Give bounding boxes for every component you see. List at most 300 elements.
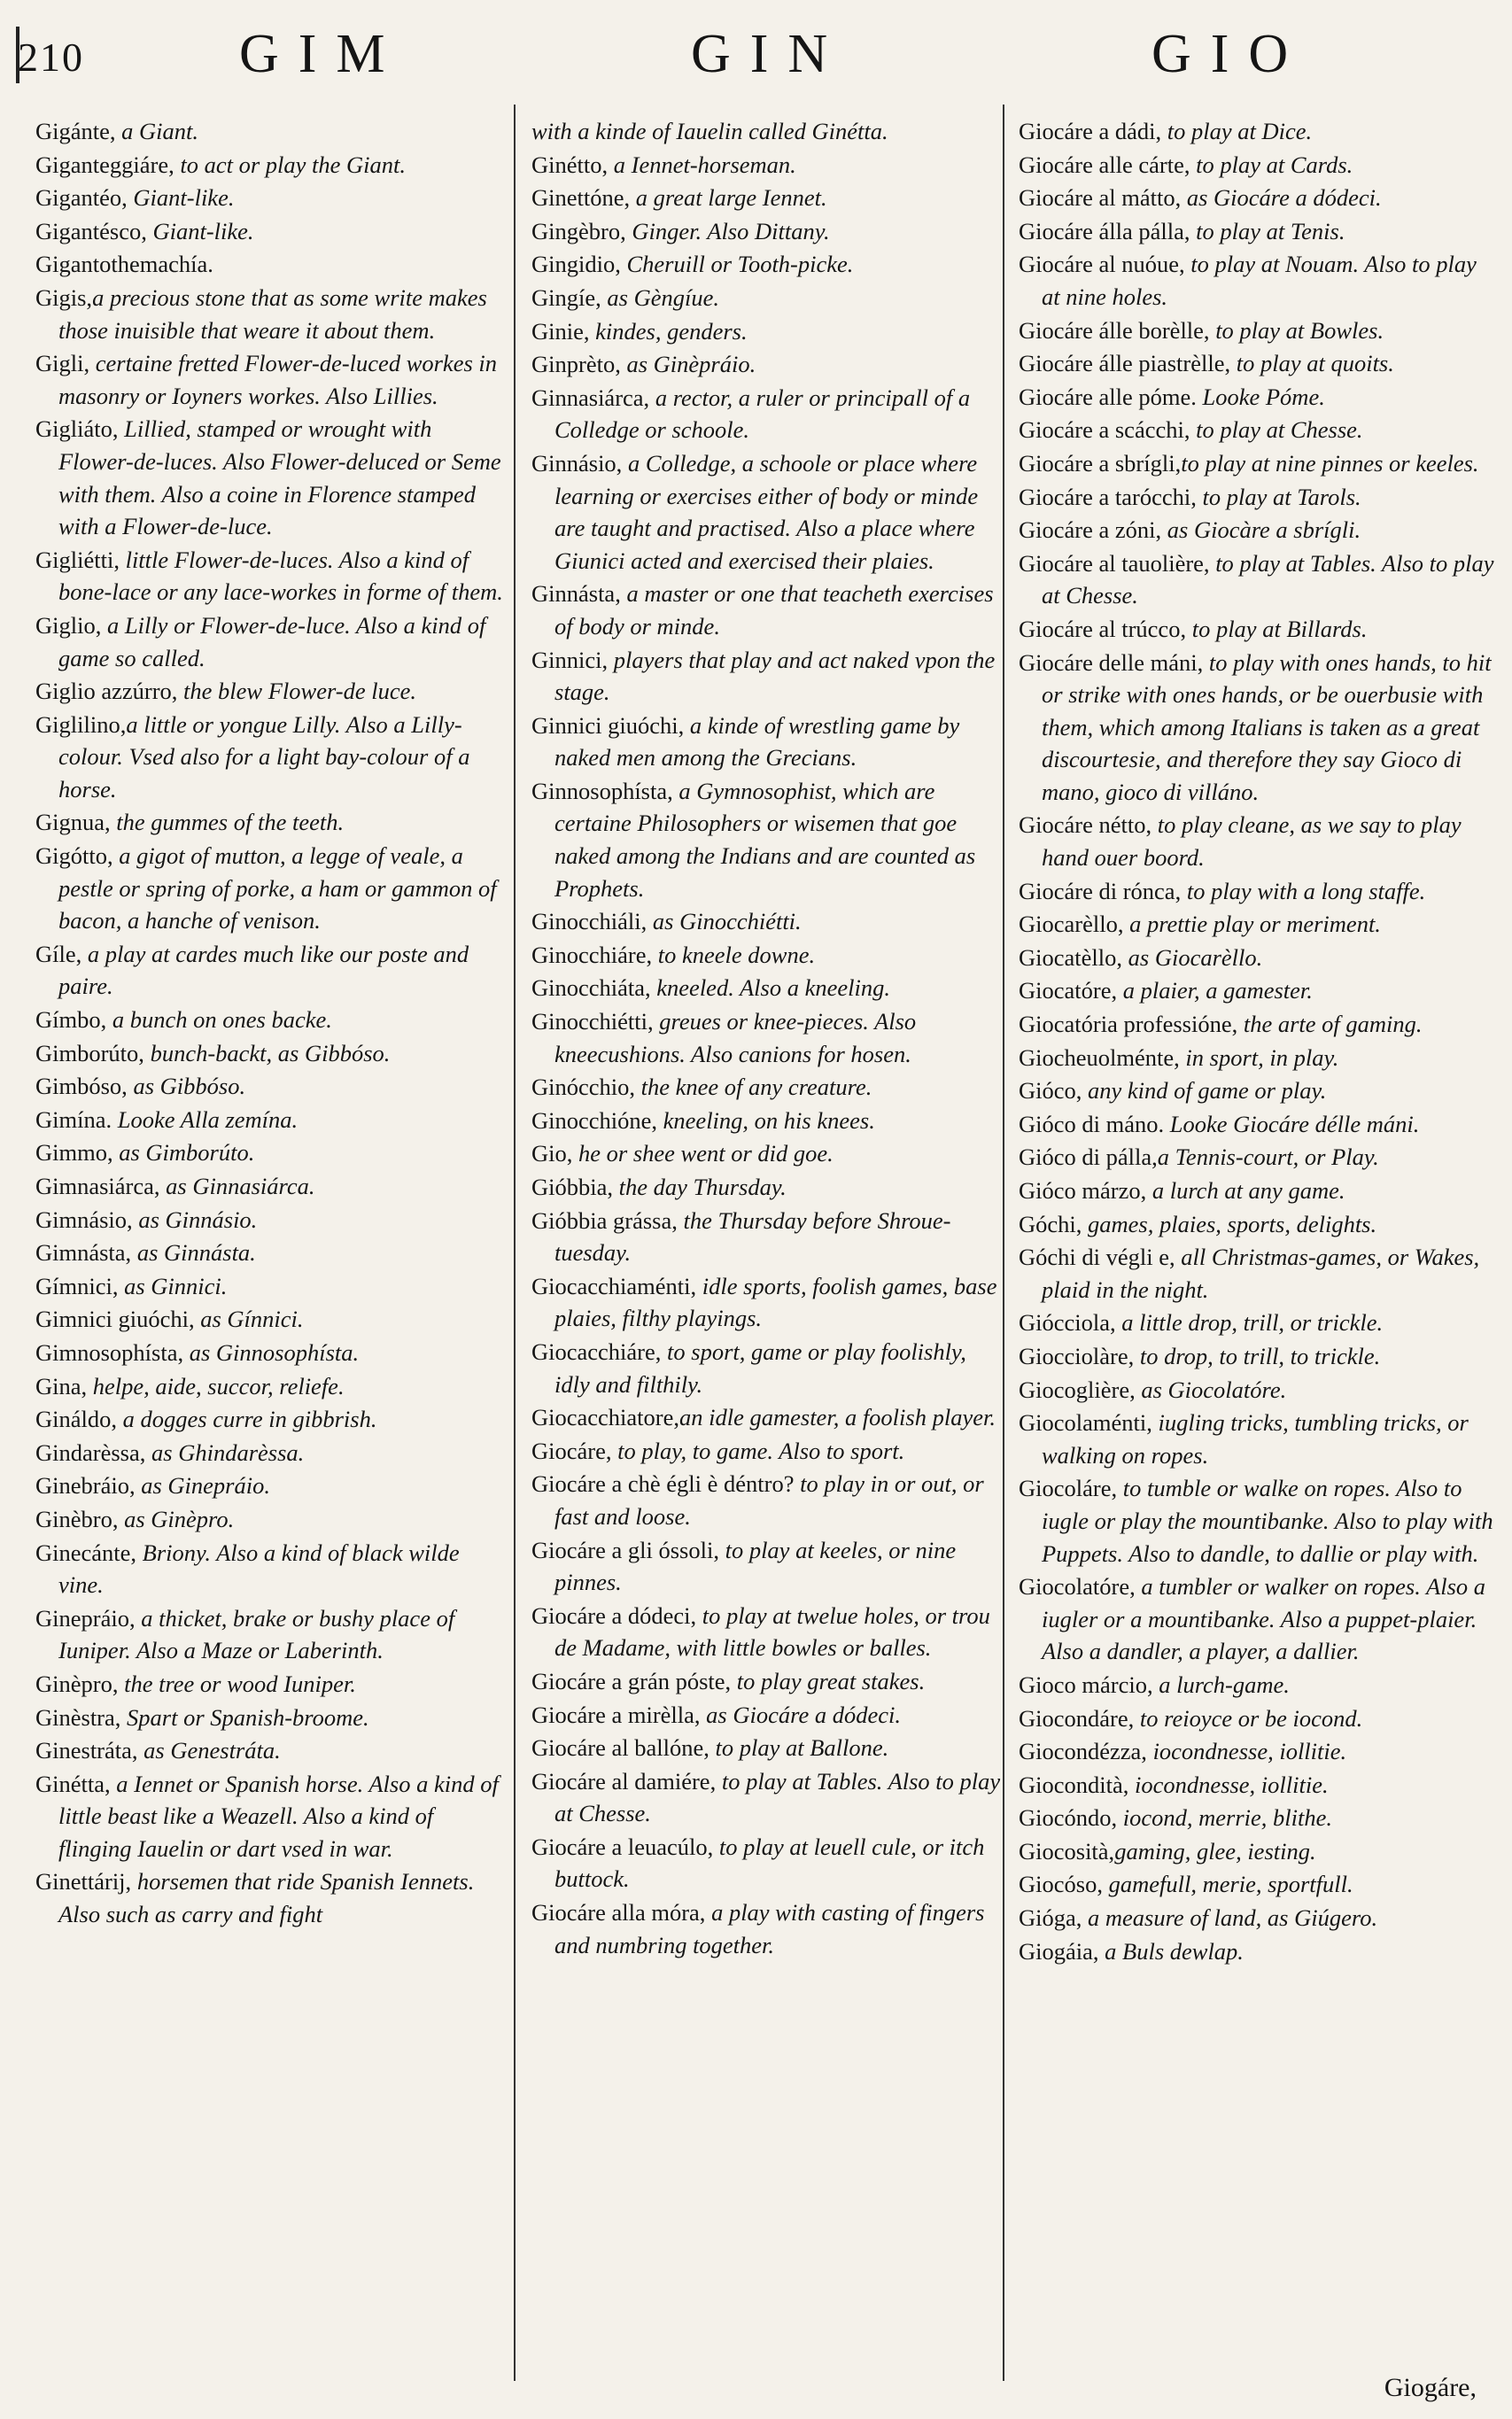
headword: Gignua, — [35, 809, 111, 836]
definition: to play at quoits. — [1230, 350, 1394, 377]
headword: Gimmo, — [35, 1139, 113, 1167]
headword: Giocóso, — [1019, 1871, 1103, 1898]
definition: to play in or out, or fast and loose. — [554, 1470, 984, 1530]
definition: the gummes of the teeth. — [110, 809, 345, 836]
definition: as Ginocchiétti. — [647, 908, 802, 935]
headword: Giocheuolménte, — [1019, 1043, 1180, 1071]
dictionary-entry — [1019, 115, 1497, 148]
headword: Gingíe, — [531, 283, 601, 311]
headword: Giglio, — [35, 611, 102, 639]
dictionary-entry — [1019, 942, 1497, 974]
dictionary-entry — [35, 1004, 509, 1036]
definition: iocondnesse, iollitie. — [1128, 1771, 1329, 1798]
headword: Gimborúto, — [35, 1039, 144, 1066]
dictionary-entry — [531, 1336, 1005, 1400]
definition: as Ginnásio. — [132, 1206, 258, 1233]
definition: to drop, to trill, to trickle. — [1134, 1342, 1381, 1369]
dictionary-entry — [35, 1104, 509, 1136]
definition: to tumble or walke on ropes. Also to iugle or play the mountibanke. Also to play with Puppets. Also to dandle, to dallie or play with. — [1042, 1475, 1493, 1567]
dictionary-entry — [1019, 1935, 1497, 1968]
headword: Giocáre a mirèlla, — [531, 1701, 701, 1728]
headword: Ginétta, — [35, 1770, 111, 1797]
definition: games, plaies, sports, delights. — [1082, 1210, 1377, 1237]
dictionary-entry — [35, 1204, 509, 1237]
headword: Giócciola, — [1019, 1309, 1116, 1337]
headword: Giocáre di rónca, — [1019, 877, 1182, 904]
definition: a tumbler or walker on ropes. Also a iugler or a mountibanke. Also a puppet-plaier. Also a dandler, a player, a dallier. — [1042, 1573, 1486, 1665]
headword: Giocáre a sbrígli, — [1019, 449, 1182, 477]
dictionary-entry — [35, 938, 509, 1003]
dictionary-entry — [531, 215, 1005, 248]
dictionary-entry — [1019, 447, 1497, 480]
headword: Giocáre delle máni, — [1019, 648, 1204, 676]
headword: Ginestráta, — [35, 1737, 138, 1764]
headword: Giocatèllo, — [1019, 943, 1122, 971]
dictionary-entry — [531, 315, 1005, 348]
headword: Ginèbro, — [35, 1505, 119, 1532]
definition: all Christmas-games, or Wakes, plaid in the night. — [1042, 1244, 1480, 1303]
headword: Ginocchiétti, — [531, 1008, 654, 1035]
dictionary-entry — [35, 1070, 509, 1103]
dictionary-entry — [35, 1337, 509, 1369]
dictionary-entry — [1019, 875, 1497, 908]
dictionary-entry — [35, 840, 509, 937]
dictionary-entry — [531, 1732, 1005, 1764]
headword: Giocáre a chè égli è déntro? — [531, 1470, 795, 1498]
headword: Ginecánte, — [35, 1539, 137, 1566]
headword: Giocacchiáre, — [531, 1337, 662, 1365]
definition: a little or yongue Lilly. Also a Lilly-colour. Vsed also for a light bay-colour of a horse. — [58, 710, 470, 802]
definition: Ginger. Also Dittany. — [625, 217, 830, 244]
headword: Gingèbro, — [531, 217, 626, 244]
headword: Giocáre alla móra, — [531, 1899, 706, 1927]
dictionary-entry — [531, 972, 1005, 1004]
headword: Gióga, — [1019, 1904, 1082, 1932]
headword: Ginétto, — [531, 151, 609, 178]
definition: bunch-backt, as Gibbóso. — [143, 1039, 391, 1066]
definition: to play at Chesse. — [1190, 416, 1363, 444]
definition: to reioyce or be iocond. — [1134, 1704, 1363, 1732]
headword: Ginnosophísta, — [531, 777, 673, 804]
dictionary-entry — [1019, 149, 1497, 182]
page-header — [0, 0, 1512, 97]
headword: Giganteggiáre, — [35, 151, 174, 178]
headword: Gimnosophísta, — [35, 1338, 184, 1366]
dictionary-entry — [1019, 1902, 1497, 1934]
headword: Giocáre álle piastrèlle, — [1019, 350, 1231, 377]
headword: Gimbóso, — [35, 1073, 128, 1100]
definition: to play at Cards. — [1190, 151, 1353, 178]
dictionary-entry — [531, 1699, 1005, 1732]
dictionary-entry — [1019, 248, 1497, 313]
dictionary-entry — [531, 1105, 1005, 1137]
definition: as Ginepráio. — [135, 1472, 270, 1500]
dictionary-entry — [1019, 1669, 1497, 1702]
dictionary-entry — [531, 1435, 1005, 1468]
headword: Gináldo, — [35, 1406, 117, 1433]
definition: as Ginnásta. — [131, 1239, 256, 1267]
headword: Giocondità, — [1019, 1771, 1129, 1798]
definition: a Lilly or Flower-de-luce. Also a kind of game so called. — [58, 611, 486, 671]
definition: to play at Ballone. — [709, 1734, 889, 1762]
definition: the blew Flower-de luce. — [177, 678, 416, 705]
dictionary-entry — [35, 1668, 509, 1701]
dictionary-entry — [35, 806, 509, 839]
definition: to play with a long staffe. — [1181, 877, 1426, 904]
definition: the tree or wood Iuniper. — [118, 1670, 356, 1697]
dictionary-entry — [531, 182, 1005, 214]
headword: Gio, — [531, 1140, 573, 1167]
dictionary-entry — [531, 1831, 1005, 1896]
headword: Gióco di pálla, — [1019, 1144, 1158, 1171]
dictionary-entry — [35, 1303, 509, 1336]
definition: as Ginnici. — [118, 1272, 228, 1299]
dictionary-entry — [1019, 347, 1497, 380]
headword: Ginebráio, — [35, 1472, 136, 1500]
definition: as Gibbóso. — [127, 1073, 246, 1100]
dictionary-entry — [35, 115, 509, 148]
headword: Giglio azzúrro, — [35, 678, 178, 705]
definition: to play at Nouam. Also to play at nine holes. — [1042, 251, 1477, 310]
definition: as Giocáre a dódeci. — [1181, 184, 1382, 212]
dictionary-entry — [531, 282, 1005, 314]
dictionary-entry — [1019, 1835, 1497, 1868]
definition: to play at Bowles. — [1209, 316, 1384, 344]
headword: Gióco, — [1019, 1077, 1082, 1105]
dictionary-entry — [531, 447, 1005, 577]
dictionary-entry — [531, 1765, 1005, 1830]
dictionary-entry — [35, 1702, 509, 1734]
headword: Gigis, — [35, 283, 93, 311]
dictionary-entry — [35, 609, 509, 674]
dictionary-entry — [35, 675, 509, 708]
headword: Gigantéo, — [35, 184, 128, 212]
headword: Gigantésco, — [35, 217, 147, 244]
dictionary-entry — [1019, 1074, 1497, 1107]
dictionary-entry — [531, 382, 1005, 446]
dictionary-entry — [1019, 1407, 1497, 1471]
definition: as Ginèpráio. — [620, 351, 756, 378]
headword: Giocáre al mátto, — [1019, 184, 1182, 212]
headword: Ginnásio, — [531, 449, 623, 477]
headword: Ginnici, — [531, 646, 609, 673]
dictionary-entry — [1019, 1735, 1497, 1768]
definition: to act or play the Giant. — [174, 151, 407, 178]
headword: Giocáre a scácchi, — [1019, 416, 1190, 444]
dictionary-entry — [1019, 215, 1497, 248]
dictionary-entry — [1019, 1208, 1497, 1241]
headword: Ginocchiáta, — [531, 974, 651, 1002]
headword: Giocolatóre, — [1019, 1573, 1136, 1601]
definition: as Giocáre a dódeci. — [700, 1701, 901, 1728]
dictionary-entry — [531, 1137, 1005, 1170]
guide-word-right: GIO — [1151, 24, 1308, 84]
definition: an idle gamester, a foolish player. — [679, 1404, 996, 1431]
dictionary-entry — [1019, 647, 1497, 809]
definition: as Gínnici. — [194, 1306, 304, 1333]
dictionary-entry — [1019, 314, 1497, 347]
definition: a Tennis-court, or Play. — [1157, 1144, 1379, 1171]
headword: Ginnasiárca, — [531, 384, 650, 411]
definition: kindes, genders. — [589, 317, 748, 345]
dictionary-entry — [1019, 1702, 1497, 1735]
definition: as Giocolatóre. — [1135, 1376, 1287, 1403]
dictionary-entry — [531, 1205, 1005, 1269]
dictionary-entry — [531, 348, 1005, 381]
definition: to play at nine pinnes or keeles. — [1181, 449, 1479, 477]
definition: a lurch at any game. — [1146, 1177, 1345, 1204]
dictionary-entry — [531, 1534, 1005, 1599]
dictionary-entry — [531, 644, 1005, 709]
definition: to play, to game. Also to sport. — [611, 1437, 905, 1464]
headword: Giogáia, — [1019, 1937, 1099, 1965]
headword: Giglilino, — [35, 710, 127, 738]
definition: he or shee went or did goe. — [572, 1140, 834, 1167]
headword: Ginepráio, — [35, 1604, 136, 1632]
headword: Giocosità, — [1019, 1837, 1115, 1865]
dictionary-entry — [1019, 1175, 1497, 1207]
definition: horsemen that ride Spanish Iennets. Also such as carry and fight — [58, 1868, 475, 1928]
headword: Ginocchiáli, — [531, 908, 647, 935]
definition: to play cleane, as we say to play hand ouer boord. — [1042, 811, 1462, 872]
dictionary-entry — [531, 1005, 1005, 1070]
definition: a rector, a ruler or principall of a Colledge or schoole. — [554, 384, 971, 444]
dictionary-entry — [1019, 1570, 1497, 1668]
definition: a prettie play or meriment. — [1123, 911, 1381, 938]
dictionary-entry — [531, 1171, 1005, 1204]
dictionary-entry — [1019, 182, 1497, 214]
dictionary-entry — [35, 1270, 509, 1303]
headword: Gimnásio, — [35, 1206, 133, 1233]
headword: Giocacchiaménti, — [531, 1272, 697, 1299]
definition: Briony. Also a kind of black wilde vine. — [58, 1539, 460, 1599]
definition: Looke Giocáre délle máni. — [1164, 1110, 1420, 1137]
definition: any kind of game or play. — [1082, 1077, 1327, 1105]
definition: little Flower-de-luces. Also a kind of bone-lace or any lace-workes in forme of them. — [58, 546, 503, 606]
dictionary-entry — [531, 115, 1005, 148]
definition: to play at keeles, or nine pinnes. — [554, 1536, 957, 1596]
dictionary-entry — [531, 1896, 1005, 1961]
column-divider — [514, 105, 516, 2381]
headword: Giocáre alle póme. — [1019, 383, 1197, 410]
headword: Ginocchióne, — [531, 1106, 658, 1134]
dictionary-entry — [1019, 974, 1497, 1007]
dictionary-entry — [531, 1468, 1005, 1532]
dictionary-entry — [1019, 1306, 1497, 1339]
definition: a plaier, a gamester. — [1117, 977, 1313, 1004]
headword: Giocáre al tauolière, — [1019, 549, 1210, 577]
headword: Gina, — [35, 1372, 88, 1399]
dictionary-entry — [35, 544, 509, 609]
headword: Giocáre a leuacúlo, — [531, 1833, 714, 1860]
definition: a little drop, trill, or trickle. — [1115, 1309, 1384, 1337]
dictionary-entry — [531, 578, 1005, 642]
definition: a thicket, brake or bushy place of Iuniper. Also a Maze or Laberinth. — [58, 1604, 455, 1664]
dictionary-entry — [35, 1768, 509, 1865]
definition: a Iennet-horseman. — [608, 151, 796, 178]
headword: Gióco di máno. — [1019, 1110, 1165, 1137]
headword: Ginnásta, — [531, 580, 621, 608]
headword: Giocáre al damiére, — [531, 1767, 717, 1795]
dictionary-entry — [1019, 414, 1497, 446]
headword: Giocáre, — [531, 1437, 612, 1464]
dictionary-entry — [35, 1403, 509, 1436]
dictionary-entry — [531, 248, 1005, 281]
dictionary-entry — [1019, 1769, 1497, 1802]
dictionary-entry — [35, 1469, 509, 1502]
dictionary-entry — [35, 282, 509, 346]
headword: Gióbbia, — [531, 1174, 613, 1200]
dictionary-entry — [531, 709, 1005, 774]
dictionary-column-2 — [531, 115, 1005, 1962]
dictionary-entry — [1019, 381, 1497, 414]
headword: Gigliétti, — [35, 546, 120, 573]
definition: to sport, game or play foolishly, idly and filthily. — [554, 1337, 966, 1398]
definition: iocond, merrie, blithe. — [1117, 1804, 1333, 1832]
dictionary-entry — [531, 1665, 1005, 1698]
definition: Cheruill or Tooth-picke. — [620, 251, 854, 278]
headword: Gímnici, — [35, 1272, 119, 1299]
definition: Giant-like. — [146, 217, 254, 244]
headword: Gimnásta, — [35, 1239, 132, 1267]
definition: the knee of any creature. — [635, 1074, 872, 1101]
dictionary-entry — [35, 1037, 509, 1070]
headword: Gigli, — [35, 350, 90, 377]
definition: in sport, in play. — [1179, 1043, 1339, 1071]
definition: a Iennet or Spanish horse. Also a kind of little beast like a Weazell. Also a kind of flinging Iauelin or dart vsed in war. — [58, 1770, 499, 1862]
definition: a Colledge, a schoole or place where learning or exercises either of body or minde are taught and practised. Also a place where Giunici acted and exercised their plaies. — [554, 449, 979, 574]
definition: as Ginèpro. — [118, 1505, 235, 1532]
headword: Giocáre álle borèlle, — [1019, 316, 1210, 344]
definition: as Giocàre a sbrígli. — [1161, 516, 1361, 544]
dictionary-entry — [531, 775, 1005, 904]
definition: to play at Dice. — [1161, 118, 1313, 144]
headword: Giocarèllo, — [1019, 911, 1124, 938]
definition: certaine fretted Flower-de-luced workes in masonry or Ioyners workes. Also Lillies. — [58, 350, 498, 409]
definition: as Ginnasiárca. — [159, 1173, 315, 1199]
dictionary-entry — [35, 1370, 509, 1403]
definition: a master or one that teacheth exercises of body or minde. — [554, 580, 994, 640]
definition: the arte of gaming. — [1237, 1011, 1423, 1038]
dictionary-entry — [1019, 908, 1497, 941]
definition: to play at Tables. Also to play at Chesse. — [1042, 549, 1494, 609]
dictionary-entry — [1019, 547, 1497, 612]
dictionary-column-1 — [35, 115, 509, 1932]
headword: Giocciolàre, — [1019, 1342, 1135, 1369]
definition: to play at Tenis. — [1190, 217, 1345, 244]
definition: players that play and act naked vpon the stage. — [554, 646, 996, 706]
headword: Giocacchiatore, — [531, 1404, 679, 1431]
definition: to play at Billards. — [1186, 615, 1368, 642]
dictionary-entry — [35, 1537, 509, 1601]
headword: Giocolaménti, — [1019, 1409, 1152, 1437]
dictionary-entry — [1019, 514, 1497, 547]
headword: Giocáre a tarócchi, — [1019, 483, 1197, 510]
headword: Gigánte, — [35, 118, 116, 144]
definition: a Gymnosophist, which are certaine Philosophers or wisemen that goe naked among the Indians and are counted as Prophets. — [554, 777, 976, 902]
headword: Giocáre a dádi, — [1019, 118, 1162, 144]
definition: Looke Póme. — [1196, 383, 1325, 410]
guide-word-center: GIN — [691, 24, 848, 84]
definition: as Gèngíue. — [601, 283, 719, 311]
dictionary-entry — [35, 1734, 509, 1767]
definition: to play at Tarols. — [1196, 483, 1361, 510]
dictionary-entry — [35, 1503, 509, 1536]
definition: the Thursday before Shroue-tuesday. — [554, 1206, 951, 1267]
definition: as Genestráta. — [137, 1737, 281, 1764]
definition: a gigot of mutton, a legge of veale, a pestle or spring of porke, a ham or gammon of bacon, a hanche of venison. — [58, 842, 497, 934]
headword: Giocatóre, — [1019, 977, 1118, 1004]
headword: Ginèstra, — [35, 1703, 121, 1731]
definition: to kneele downe. — [652, 941, 816, 968]
headword: Giocóndo, — [1019, 1804, 1118, 1832]
headword: Giocondézza, — [1019, 1738, 1147, 1765]
definition: greues or knee-pieces. Also kneecushions. Also canions for hosen. — [554, 1008, 917, 1067]
headword: Ginie, — [531, 317, 590, 345]
dictionary-entry — [35, 709, 509, 806]
dictionary-entry — [35, 215, 509, 248]
headword: Ginettóne, — [531, 184, 631, 212]
guide-word-left: GIM — [239, 24, 405, 84]
dictionary-entry — [531, 1270, 1005, 1335]
headword: Gioco márcio, — [1019, 1671, 1153, 1698]
definition: the day Thursday. — [613, 1174, 787, 1200]
definition: a measure of land, as Giúgero. — [1082, 1904, 1378, 1932]
headword: Gigantothemachía. — [35, 251, 213, 278]
dictionary-entry — [35, 1437, 509, 1469]
catchword: Giogáre, — [1384, 2373, 1477, 2402]
headword: Ginprèto, — [531, 351, 621, 378]
dictionary-entry — [531, 905, 1005, 938]
headword: Gióco márzo, — [1019, 1177, 1147, 1204]
headword: Gimnasiárca, — [35, 1173, 160, 1199]
definition: to play great stakes. — [731, 1667, 926, 1694]
dictionary-entry — [35, 1602, 509, 1667]
definition: gamefull, merie, sportfull. — [1102, 1871, 1353, 1898]
definition: to play at Tables. Also to play at Chesse. — [554, 1767, 1001, 1827]
headword: Giocáre al ballóne, — [531, 1734, 709, 1762]
definition: a precious stone that as some write makes those inuisible that weare it about them. — [58, 283, 487, 344]
headword: Góchi, — [1019, 1210, 1082, 1237]
dictionary-entry — [1019, 809, 1497, 873]
dictionary-entry — [1019, 1141, 1497, 1174]
dictionary-entry — [531, 1600, 1005, 1664]
headword: Gimnici giuóchi, — [35, 1306, 195, 1333]
definition: a kinde of wrestling game by naked men among the Grecians. — [554, 711, 960, 771]
definition: idle sports, foolish games, base plaies, filthy playings. — [554, 1272, 997, 1332]
dictionary-entry — [1019, 481, 1497, 514]
headword: Giocáre nétto, — [1019, 811, 1152, 839]
definition: iocondnesse, iollitie. — [1146, 1738, 1347, 1765]
dictionary-entry — [1019, 1008, 1497, 1041]
definition: Giant-like. — [127, 184, 235, 212]
dictionary-entry — [35, 347, 509, 412]
dictionary-entry — [35, 1170, 509, 1203]
definition: iugling tricks, tumbling tricks, or walking on ropes. — [1042, 1409, 1469, 1469]
dictionary-entry — [1019, 1108, 1497, 1141]
dictionary-entry — [531, 1401, 1005, 1434]
headword: Giocatória professióne, — [1019, 1011, 1238, 1038]
definition: a play at cardes much like our poste and paire. — [58, 940, 469, 1000]
dictionary-entry — [1019, 1241, 1497, 1306]
definition: Looke Alla zemína. — [112, 1105, 299, 1133]
dictionary-entry — [1019, 1802, 1497, 1834]
definition: a dogges curre in gibbrish. — [117, 1406, 377, 1433]
headword: Ginèpro, — [35, 1670, 119, 1697]
dictionary-entry — [35, 182, 509, 214]
dictionary-entry — [531, 149, 1005, 182]
definition: gaming, glee, iesting. — [1114, 1837, 1316, 1865]
